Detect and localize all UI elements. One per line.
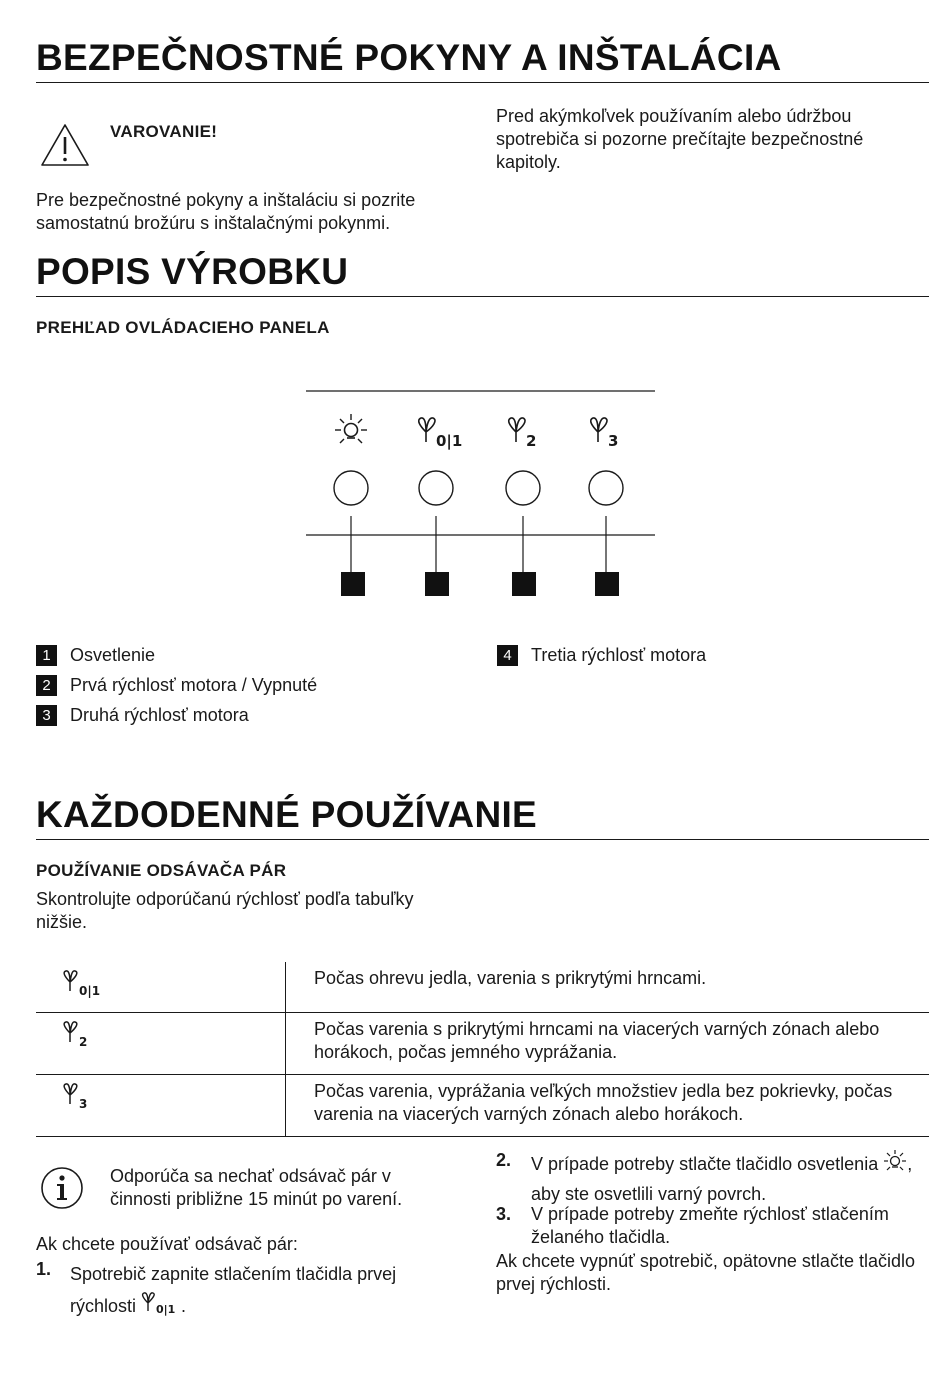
step-2-suffix: , aby ste osvetlili varný povrch.: [531, 1154, 913, 1204]
table-row: [36, 1075, 929, 1137]
legend-label-2: Prvá rýchlosť motora / Vypnuté: [70, 675, 318, 695]
legend-label-4: Tretia rýchlosť motora: [531, 645, 707, 665]
callout-marker-1: [341, 572, 365, 596]
legend-number-2: 2: [36, 675, 57, 696]
speed-recommendation-table: [36, 962, 929, 1137]
panel-button-speed-3: [589, 471, 623, 505]
section-heading-daily-use: KAŽDODENNÉ POUŽÍVANIE: [36, 793, 929, 840]
step-3-text: V prípade potreby zmeňte rýchlosť stlačením želaného tlačidla.: [531, 1204, 889, 1247]
section-heading-product: POPIS VÝROBKU: [36, 250, 929, 297]
step-1-text: Spotrebič zapnite stlačením tlačidla prvej rýchlosti: [70, 1264, 397, 1316]
warning-triangle-icon: [39, 122, 91, 168]
warning-label: VAROVANIE!: [110, 122, 218, 141]
fan-speed-0-1-icon: [141, 1292, 181, 1316]
legend-number-1: 1: [36, 645, 57, 666]
control-panel-diagram: [300, 380, 660, 600]
svg-text:0|1: 0|1: [156, 1303, 176, 1316]
step-2: [531, 1149, 931, 1209]
fan-speed-0-1-icon: [62, 970, 106, 998]
svg-text:0|1: 0|1: [436, 432, 463, 450]
fan-speed-2-icon: [62, 1021, 106, 1049]
warning-text: Pred akýmkoľvek používaním alebo údržbou spotrebiča si pozorne prečítajte bezpečnostné kapitoly.: [496, 106, 864, 172]
callout-marker-4: [595, 572, 619, 596]
fan-speed-2-icon: [509, 418, 537, 450]
svg-text:3: 3: [608, 432, 619, 450]
subheading-control-panel: PREHĽAD OVLÁDACIEHO PANELA: [36, 318, 330, 337]
step-1: [70, 1258, 450, 1322]
light-icon: [335, 414, 367, 443]
light-icon: [883, 1149, 907, 1173]
table-row: [36, 962, 929, 1013]
step-1-suffix: .: [181, 1296, 187, 1316]
switch-off-text: Ak chcete vypnúť spotrebič, opätovne stlačte tlačidlo prvej rýchlosti.: [496, 1251, 915, 1294]
table-cell-speed-2: Počas varenia s prikrytými hrncami na viacerých varných zónach alebo horákoch, počas jemného vyprážania.: [286, 1013, 930, 1075]
table-cell-speed-1: Počas ohrevu jedla, varenia s prikrytými hrncami.: [286, 962, 930, 1013]
svg-text:0|1: 0|1: [79, 984, 101, 998]
fan-speed-3-icon: [62, 1083, 106, 1111]
panel-button-speed-1: [419, 471, 453, 505]
table-intro: Skontrolujte odporúčanú rýchlosť podľa tabuľky nižšie.: [36, 889, 414, 932]
legend-number-4: 4: [497, 645, 518, 666]
fan-speed-3-icon: [591, 418, 619, 450]
legend-label-3: Druhá rýchlosť motora: [70, 705, 249, 725]
subheading-using-hood: POUŽÍVANIE ODSÁVAČA PÁR: [36, 861, 287, 880]
info-text: Odporúča sa nechať odsávač pár v činnosti približne 15 minút po varení.: [110, 1166, 403, 1209]
table-row: [36, 1013, 929, 1075]
section-heading-safety: BEZPEČNOSTNÉ POKYNY A INŠTALÁCIA: [36, 36, 929, 83]
step-number-1: 1.: [36, 1259, 52, 1279]
fan-speed-0-1-icon: [419, 418, 463, 451]
table-cell-speed-3: Počas varenia, vyprážania veľkých množstiev jedla bez pokrievky, počas varenia na viacerých varných zónach alebo horákoch.: [286, 1075, 930, 1137]
step-number-3: 3.: [496, 1204, 512, 1224]
panel-button-light: [334, 471, 368, 505]
svg-text:2: 2: [526, 432, 537, 450]
svg-text:3: 3: [79, 1097, 88, 1111]
installation-note: Pre bezpečnostné pokyny a inštaláciu si pozrite samostatnú brožúru s inštalačnými pokynmi.: [36, 190, 416, 233]
callout-marker-3: [512, 572, 536, 596]
info-icon: [40, 1166, 84, 1210]
step-2-text: V prípade potreby stlačte tlačidlo osvetlenia: [531, 1154, 879, 1174]
svg-text:2: 2: [79, 1035, 88, 1049]
step-number-2: 2.: [496, 1150, 512, 1170]
callout-marker-2: [425, 572, 449, 596]
panel-button-speed-2: [506, 471, 540, 505]
legend-label-1: Osvetlenie: [70, 645, 156, 665]
legend-number-3: 3: [36, 705, 57, 726]
usage-intro: Ak chcete používať odsávač pár:: [36, 1234, 298, 1254]
